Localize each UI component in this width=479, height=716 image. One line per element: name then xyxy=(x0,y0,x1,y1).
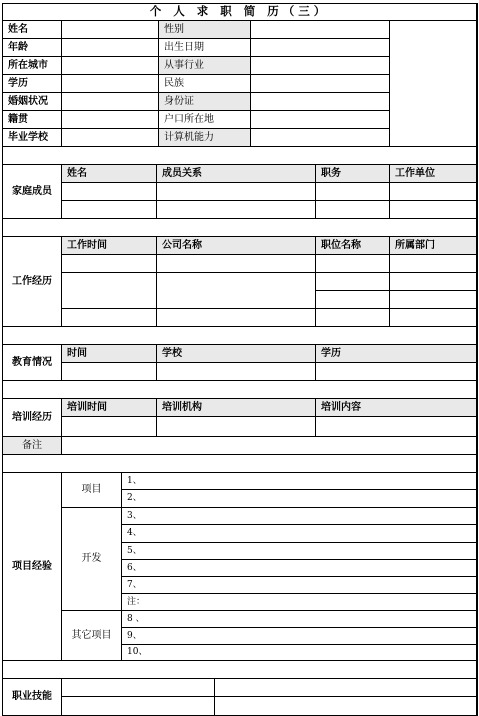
work-cell[interactable] xyxy=(390,291,477,309)
field-label-degree: 学历 xyxy=(3,75,62,93)
project-group-label: 开发 xyxy=(62,508,122,611)
work-cell[interactable] xyxy=(157,255,316,273)
work-cell[interactable] xyxy=(390,255,477,273)
field-label-birthdate: 出生日期 xyxy=(159,39,251,57)
project-group-label: 其它项目 xyxy=(62,611,122,661)
field-label-school: 毕业学校 xyxy=(3,129,62,147)
work-header-title: 职位名称 xyxy=(316,237,390,255)
field-value-city[interactable] xyxy=(62,57,159,75)
projects-section-label: 项目经验 xyxy=(3,473,62,661)
section-gap xyxy=(3,219,477,237)
remarks-label: 备注 xyxy=(3,437,62,455)
project-item[interactable]: 10、 xyxy=(122,645,477,661)
training-header-time: 培训时间 xyxy=(62,399,157,417)
family-header-employer: 工作单位 xyxy=(390,165,477,183)
family-cell[interactable] xyxy=(390,201,477,219)
field-value-marital[interactable] xyxy=(62,93,159,111)
field-value-native-place[interactable] xyxy=(62,111,159,129)
field-label-city: 所在城市 xyxy=(3,57,62,75)
field-value-gender[interactable] xyxy=(251,21,390,39)
family-section-label: 家庭成员 xyxy=(3,165,62,219)
project-item[interactable]: 3、 xyxy=(122,508,477,525)
work-section-label: 工作经历 xyxy=(3,237,62,327)
field-label-ethnicity: 民族 xyxy=(159,75,251,93)
project-item[interactable]: 7、 xyxy=(122,577,477,594)
training-cell[interactable] xyxy=(62,417,157,437)
field-value-household[interactable] xyxy=(251,111,390,129)
project-item[interactable]: 4、 xyxy=(122,525,477,543)
training-cell[interactable] xyxy=(316,417,477,437)
education-cell[interactable] xyxy=(316,363,477,381)
education-header-degree: 学历 xyxy=(316,345,477,363)
field-value-industry[interactable] xyxy=(251,57,390,75)
work-cell[interactable] xyxy=(316,309,390,327)
work-cell[interactable] xyxy=(316,255,390,273)
page-title: 个 人 求 职 简 历（三） xyxy=(3,4,477,21)
family-cell[interactable] xyxy=(316,183,390,201)
field-label-age: 年龄 xyxy=(3,39,62,57)
training-section-label: 培训经历 xyxy=(3,399,62,437)
section-gap xyxy=(3,147,477,165)
family-cell[interactable] xyxy=(62,183,157,201)
training-header-content: 培训内容 xyxy=(316,399,477,417)
work-header-department: 所属部门 xyxy=(390,237,477,255)
family-header-name: 姓名 xyxy=(62,165,157,183)
field-label-industry: 从事行业 xyxy=(159,57,251,75)
photo-box[interactable] xyxy=(390,21,477,147)
skills-cell[interactable] xyxy=(62,679,215,697)
education-cell[interactable] xyxy=(157,363,316,381)
family-cell[interactable] xyxy=(157,183,316,201)
family-cell[interactable] xyxy=(157,201,316,219)
work-cell[interactable] xyxy=(316,273,390,291)
work-cell[interactable] xyxy=(157,309,316,327)
field-label-name: 姓名 xyxy=(3,21,62,39)
project-item[interactable]: 5、 xyxy=(122,543,477,560)
family-header-relation: 成员关系 xyxy=(157,165,316,183)
training-header-institution: 培训机构 xyxy=(157,399,316,417)
work-cell[interactable] xyxy=(157,273,316,309)
skills-section-label: 职业技能 xyxy=(3,679,62,716)
field-value-ethnicity[interactable] xyxy=(251,75,390,93)
project-item[interactable]: 8 、 xyxy=(122,611,477,628)
project-note[interactable]: 注： xyxy=(122,594,477,611)
training-cell[interactable] xyxy=(157,417,316,437)
field-label-native-place: 籍贯 xyxy=(3,111,62,129)
project-item[interactable]: 6、 xyxy=(122,560,477,577)
section-gap xyxy=(3,455,477,473)
remarks-input[interactable] xyxy=(62,437,477,455)
skills-cell[interactable] xyxy=(62,697,215,716)
field-label-id-card: 身份证 xyxy=(159,93,251,111)
field-label-gender: 性别 xyxy=(159,21,251,39)
education-header-time: 时间 xyxy=(62,345,157,363)
work-cell[interactable] xyxy=(390,273,477,291)
field-value-school[interactable] xyxy=(62,129,159,147)
education-header-school: 学校 xyxy=(157,345,316,363)
field-label-household: 户口所在地 xyxy=(159,111,251,129)
work-cell[interactable] xyxy=(62,309,157,327)
work-cell[interactable] xyxy=(316,291,390,309)
project-item[interactable]: 9、 xyxy=(122,628,477,645)
family-cell[interactable] xyxy=(62,201,157,219)
work-header-time: 工作时间 xyxy=(62,237,157,255)
field-value-degree[interactable] xyxy=(62,75,159,93)
project-group-label: 项目 xyxy=(62,473,122,508)
field-value-name[interactable] xyxy=(62,21,159,39)
section-gap xyxy=(3,381,477,399)
work-cell[interactable] xyxy=(390,309,477,327)
project-item[interactable]: 2、 xyxy=(122,490,477,508)
skills-cell[interactable] xyxy=(215,697,477,716)
family-cell[interactable] xyxy=(390,183,477,201)
education-section-label: 教育情况 xyxy=(3,345,62,381)
work-cell[interactable] xyxy=(62,255,157,273)
field-label-marital: 婚姻状况 xyxy=(3,93,62,111)
skills-cell[interactable] xyxy=(215,679,477,697)
field-value-computer-skill[interactable] xyxy=(251,129,390,147)
family-cell[interactable] xyxy=(316,201,390,219)
project-item[interactable]: 1、 xyxy=(122,473,477,490)
work-cell[interactable] xyxy=(62,273,157,309)
field-value-birthdate[interactable] xyxy=(251,39,390,57)
field-value-id-card[interactable] xyxy=(251,93,390,111)
field-value-age[interactable] xyxy=(62,39,159,57)
education-cell[interactable] xyxy=(62,363,157,381)
section-gap xyxy=(3,327,477,345)
family-header-position: 职务 xyxy=(316,165,390,183)
field-label-computer-skill: 计算机能力 xyxy=(159,129,251,147)
work-header-company: 公司名称 xyxy=(157,237,316,255)
section-gap xyxy=(3,661,477,679)
